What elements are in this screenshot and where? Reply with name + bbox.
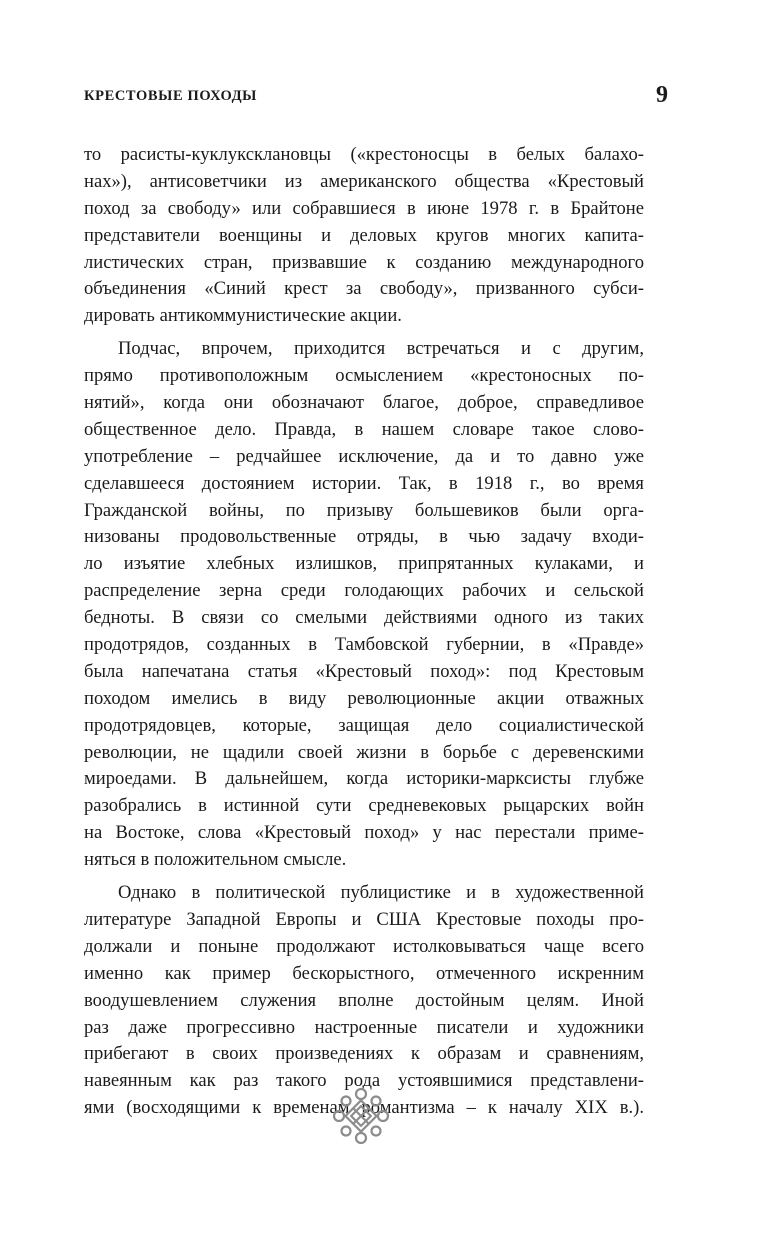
text-line: Однако в политической публицистике и в художественной bbox=[118, 882, 644, 904]
text-line: распределение зерна среди голодающих рабочих и сельской bbox=[84, 580, 644, 602]
text-line: листических стран, призвавшие к созданию международного bbox=[84, 251, 644, 273]
text-line: воодушевлением служения вполне достойным целям. Иной bbox=[84, 989, 644, 1011]
text-line: употребление – редчайшее исключение, да и то давно уже bbox=[84, 445, 644, 467]
text-line: походом имелись в виду революционные акции отважных bbox=[84, 687, 644, 709]
running-title: КРЕСТОВЫЕ ПОХОДЫ bbox=[84, 88, 258, 104]
text-line: представители военщины и деловых кругов многих капита- bbox=[84, 224, 644, 246]
text-line: ло изъятие хлебных излишков, припрятанных кулаками, и bbox=[84, 553, 644, 575]
text-line: была напечатана статья «Крестовый поход»: под Крестовым bbox=[84, 660, 644, 682]
text-line: революции, не щадили своей жизни в борьбе с деревенскими bbox=[84, 741, 644, 763]
text-line: раз даже прогрессивно настроенные писатели и художники bbox=[84, 1016, 644, 1038]
text-line: низованы продовольственные отряды, в чью задачу входи- bbox=[84, 526, 644, 548]
text-line: общественное дело. Правда, в нашем словаре такое слово- bbox=[84, 418, 644, 440]
text-line: разобрались в истинной сути средневековых рыцарских войн bbox=[84, 795, 644, 817]
text-line: мироедами. В дальнейшем, когда историки-марксисты глубже bbox=[84, 768, 644, 790]
celtic-knot-ornament-icon bbox=[333, 1088, 389, 1144]
text-line: Гражданской войны, по призыву большевиков были орга- bbox=[84, 499, 644, 521]
text-line: то расисты-куклуксклановцы («крестоносцы в белых балахо- bbox=[84, 144, 644, 165]
text-line: литературе Западной Европы и США Крестовые походы про- bbox=[84, 908, 644, 930]
text-line: Подчас, впрочем, приходится встречаться и с другим, bbox=[118, 338, 644, 360]
text-line: нах»), антисоветчики из американского общества «Крестовый bbox=[84, 170, 644, 192]
text-line: поход за свободу» или собравшиеся в июне 1978 г. в Брайтоне bbox=[84, 197, 644, 219]
text-line: бедноты. В связи со смелыми действиями одного из таких bbox=[84, 607, 644, 629]
text-line: сделавшееся достоянием истории. Так, в 1918 г., во время bbox=[84, 472, 644, 494]
text-line: навеянным как раз такого рода устоявшимися представлени- bbox=[84, 1070, 644, 1092]
paragraph-2 bbox=[84, 336, 644, 874]
text-line: ями (восходящими к временам романтизма – к началу XIX в.). bbox=[84, 1097, 644, 1119]
text-line: дировать антикоммунистические акции. bbox=[84, 305, 402, 327]
text-line: прямо противоположным осмыслением «крестоносных по- bbox=[84, 365, 644, 387]
text-line: на Востоке, слова «Крестовый поход» у нас перестали приме- bbox=[84, 822, 644, 844]
text-line: продотрядов, созданных в Тамбовской губернии, в «Правде» bbox=[84, 634, 644, 656]
text-line: нятий», когда они обозначают благое, доброе, справедливое bbox=[84, 392, 644, 414]
paragraph-1 bbox=[84, 142, 644, 330]
text-line: объединения «Синий крест за свободу», призванного субси- bbox=[84, 278, 644, 300]
paragraph-3 bbox=[84, 880, 644, 1122]
page-number: 9 bbox=[656, 82, 668, 108]
text-line: няться в положительном смысле. bbox=[84, 849, 347, 871]
text-line: именно как пример бескорыстного, отмеченного искренним bbox=[84, 962, 644, 984]
body-text bbox=[84, 142, 644, 1122]
text-line: прибегают в своих произведениях к образам и сравнениям, bbox=[84, 1043, 644, 1065]
text-line: должали и поныне продолжают истолковываться чаще всего bbox=[84, 935, 644, 957]
text-line: продотрядовцев, которые, защищая дело социалистической bbox=[84, 714, 644, 736]
